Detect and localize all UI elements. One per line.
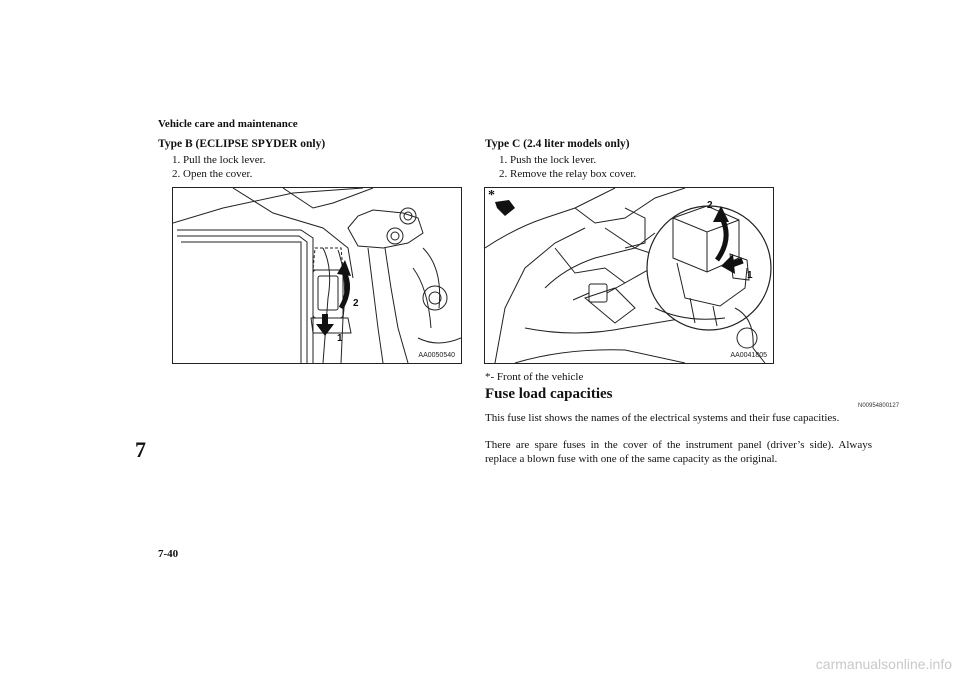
- type-b-illustration: [173, 188, 461, 363]
- chapter-tab: 7: [135, 437, 146, 462]
- type-c-heading: Type C (2.4 liter models only): [485, 138, 630, 150]
- fuse-paragraph-1: This fuse list shows the names of the electrical systems and their fuse capacities.: [485, 412, 840, 424]
- footnote: *- Front of the vehicle: [485, 371, 584, 383]
- callout-1: 1: [747, 270, 753, 281]
- type-c-figure: [484, 187, 774, 364]
- fuse-paragraph-2: There are spare fuses in the cover of the instrument panel (driver’s side). Always replace a blown fuse with one of the same capacity as the original.: [485, 439, 872, 465]
- callout-1: 1: [337, 333, 343, 344]
- callout-2: 2: [353, 298, 359, 309]
- watermark: carmanualsonline.info: [815, 656, 952, 672]
- type-b-step-1: 1. Pull the lock lever.: [172, 154, 266, 166]
- fuse-section-title: Fuse load capacities: [485, 386, 613, 402]
- type-b-heading: Type B (ECLIPSE SPYDER only): [158, 138, 326, 150]
- callout-2: 2: [707, 200, 713, 211]
- type-b-figure: [172, 187, 462, 364]
- running-header: Vehicle care and maintenance: [158, 118, 298, 130]
- figure-code: AA0050540: [418, 352, 455, 359]
- fuse-section-code: N00954800127: [858, 403, 900, 409]
- type-c-step-2: 2. Remove the relay box cover.: [499, 168, 637, 180]
- page-number: 7-40: [158, 548, 179, 560]
- type-c-illustration: [485, 188, 773, 363]
- type-b-step-2: 2. Open the cover.: [172, 168, 253, 180]
- front-marker: *: [488, 188, 495, 203]
- type-c-step-1: 1. Push the lock lever.: [499, 154, 597, 166]
- figure-code: AA0041805: [730, 352, 767, 359]
